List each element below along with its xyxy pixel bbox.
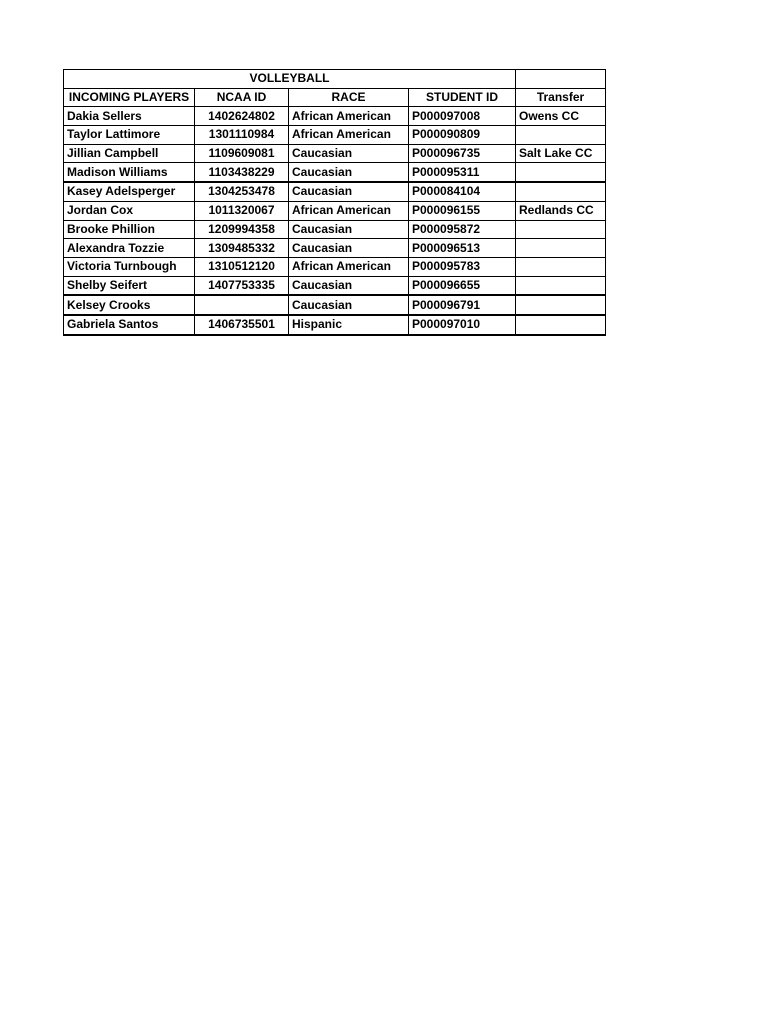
race-cell: Hispanic [289, 315, 409, 335]
table-row [64, 220, 606, 239]
header-race: RACE [289, 88, 409, 107]
student-id-cell: P000096513 [409, 239, 516, 258]
transfer-cell: Redlands CC [516, 201, 606, 220]
race-cell: African American [289, 201, 409, 220]
student-id-cell: P000096655 [409, 276, 516, 295]
table-row [64, 107, 606, 126]
ncaa-id-cell: 1309485332 [195, 239, 289, 258]
player-name-cell: Jordan Cox [64, 201, 195, 220]
player-name-cell: Victoria Turnbough [64, 257, 195, 276]
transfer-cell: Salt Lake CC [516, 144, 606, 163]
ncaa-id-cell: 1406735501 [195, 315, 289, 335]
table-row [64, 126, 606, 145]
table-title: VOLLEYBALL [64, 70, 516, 89]
race-cell: African American [289, 126, 409, 145]
ncaa-id-cell: 1103438229 [195, 163, 289, 182]
player-name-cell: Alexandra Tozzie [64, 239, 195, 258]
race-cell: Caucasian [289, 220, 409, 239]
table-row [64, 276, 606, 295]
header-transfer: Transfer [516, 88, 606, 107]
transfer-cell [516, 239, 606, 258]
ncaa-id-cell: 1407753335 [195, 276, 289, 295]
race-cell: African American [289, 257, 409, 276]
title-row-empty-cell [516, 70, 606, 89]
transfer-cell [516, 220, 606, 239]
transfer-cell [516, 126, 606, 145]
roster-table [63, 69, 606, 336]
header-row [64, 88, 606, 107]
ncaa-id-cell: 1109609081 [195, 144, 289, 163]
race-cell: Caucasian [289, 239, 409, 258]
transfer-cell: Owens CC [516, 107, 606, 126]
player-name-cell: Kasey Adelsperger [64, 182, 195, 201]
student-id-cell: P000096791 [409, 295, 516, 315]
table-row [64, 163, 606, 182]
transfer-cell [516, 276, 606, 295]
student-id-cell: P000096155 [409, 201, 516, 220]
student-id-cell: P000084104 [409, 182, 516, 201]
table-row [64, 295, 606, 315]
race-cell: Caucasian [289, 144, 409, 163]
table-row [64, 239, 606, 258]
ncaa-id-cell: 1402624802 [195, 107, 289, 126]
table-row [64, 257, 606, 276]
ncaa-id-cell: 1310512120 [195, 257, 289, 276]
student-id-cell: P000097008 [409, 107, 516, 126]
student-id-cell: P000097010 [409, 315, 516, 335]
player-name-cell: Kelsey Crooks [64, 295, 195, 315]
header-incoming-players: INCOMING PLAYERS [64, 88, 195, 107]
race-cell: Caucasian [289, 182, 409, 201]
student-id-cell: P000095783 [409, 257, 516, 276]
table-row [64, 182, 606, 201]
race-cell: Caucasian [289, 276, 409, 295]
student-id-cell: P000095872 [409, 220, 516, 239]
transfer-cell [516, 315, 606, 335]
transfer-cell [516, 163, 606, 182]
title-row [64, 70, 606, 89]
student-id-cell: P000095311 [409, 163, 516, 182]
header-student-id: STUDENT ID [409, 88, 516, 107]
transfer-cell [516, 295, 606, 315]
header-ncaa-id: NCAA ID [195, 88, 289, 107]
race-cell: Caucasian [289, 163, 409, 182]
ncaa-id-cell: 1011320067 [195, 201, 289, 220]
table-row [64, 315, 606, 335]
player-name-cell: Madison Williams [64, 163, 195, 182]
transfer-cell [516, 182, 606, 201]
player-name-cell: Shelby Seifert [64, 276, 195, 295]
player-name-cell: Gabriela Santos [64, 315, 195, 335]
race-cell: Caucasian [289, 295, 409, 315]
player-name-cell: Jillian Campbell [64, 144, 195, 163]
player-name-cell: Taylor Lattimore [64, 126, 195, 145]
ncaa-id-cell: 1304253478 [195, 182, 289, 201]
race-cell: African American [289, 107, 409, 126]
student-id-cell: P000090809 [409, 126, 516, 145]
table-row [64, 144, 606, 163]
transfer-cell [516, 257, 606, 276]
player-name-cell: Dakia Sellers [64, 107, 195, 126]
ncaa-id-cell: 1301110984 [195, 126, 289, 145]
ncaa-id-cell: 1209994358 [195, 220, 289, 239]
ncaa-id-cell [195, 295, 289, 315]
player-name-cell: Brooke Phillion [64, 220, 195, 239]
student-id-cell: P000096735 [409, 144, 516, 163]
table-row [64, 201, 606, 220]
